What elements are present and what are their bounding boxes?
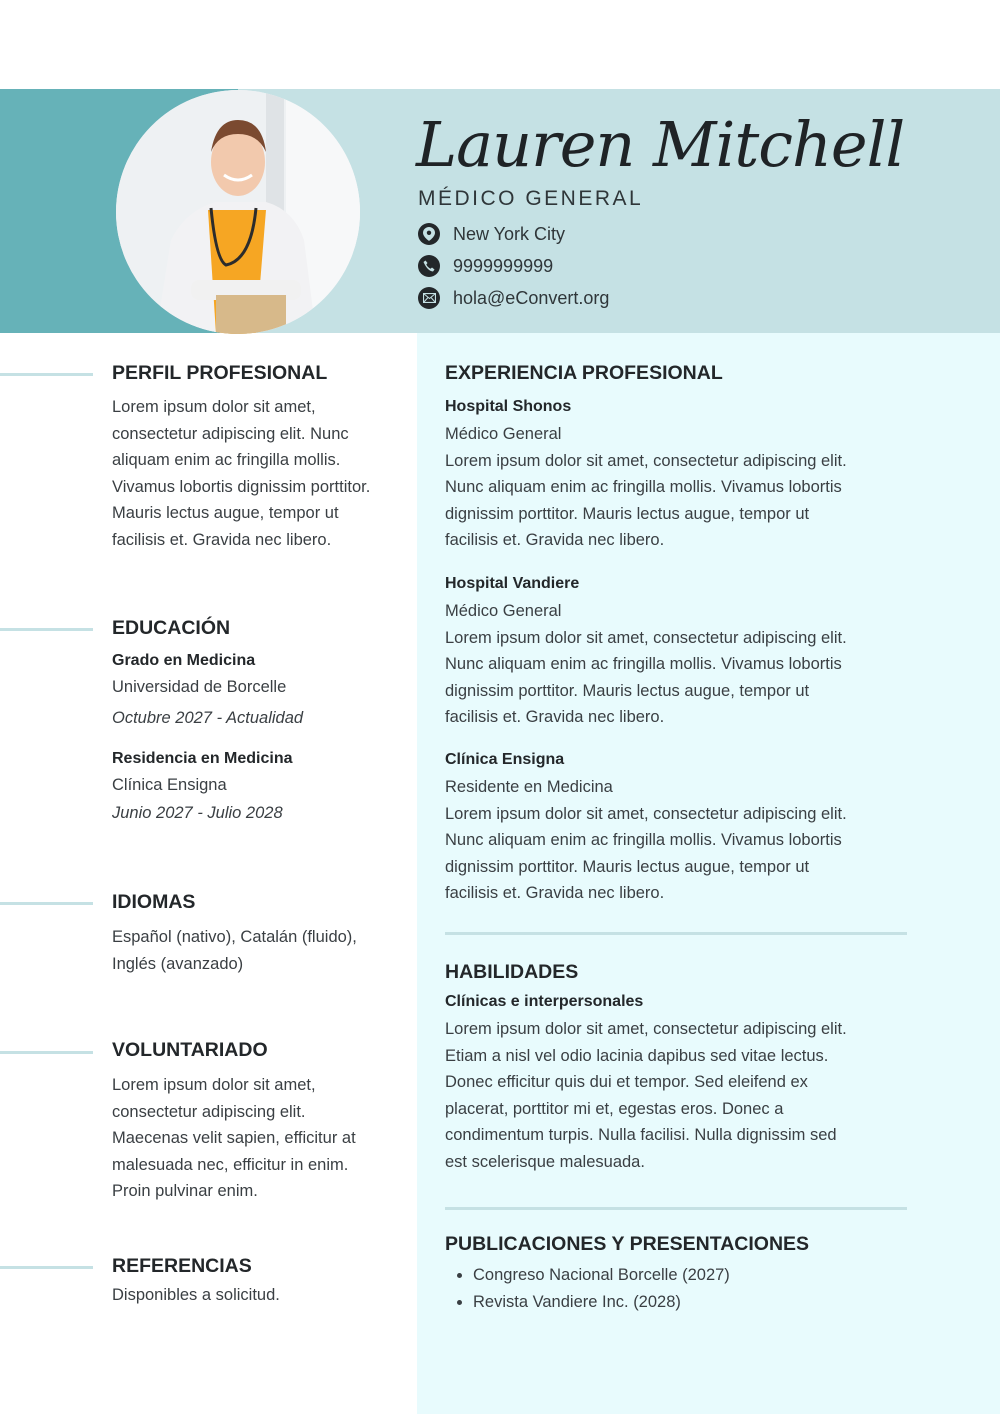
phone-text[interactable]: 9999999999 [453,255,554,276]
perfil-heading: PERFIL PROFESIONAL [112,362,328,384]
job-role: Residente en Medicina [445,778,613,796]
idiomas-heading: IDIOMAS [112,891,196,913]
publications-list [445,1262,730,1315]
job-role: Médico General [445,425,562,443]
text-line: Maecenas velit sapien, efficitur at [112,1129,356,1147]
location-icon [418,223,440,245]
location-text: New York City [453,223,566,244]
mail-icon [418,287,440,309]
education-degree: Residencia en Medicina [112,750,293,767]
section-divider [0,1266,93,1269]
text-line: Lorem ipsum dolor sit amet, consectetur adipiscing elit. [445,1020,847,1038]
text-line: condimentum turpis. Nulla facilisi. Nulla dignissim sed [445,1126,837,1144]
text-line: facilisis et. Gravida nec libero. [445,531,665,549]
list-item: • Congreso Nacional Borcelle (2027) [473,1262,730,1289]
text-line: Lorem ipsum dolor sit amet, consectetur adipiscing elit. [445,628,847,647]
text-line: Nunc aliquam enim ac fringilla mollis. Vivamus lobortis [445,655,842,673]
experiencia-heading: EXPERIENCIA PROFESIONAL [445,362,723,384]
employer-name: Clínica Ensigna [445,751,565,768]
text-line: Lorem ipsum dolor sit amet, [112,1076,316,1094]
text-line: est scelerisque malesuada. [445,1152,645,1171]
perfil-text [112,394,370,553]
text-line: Etiam a nisl vel odio lacinia dapibus sed vitae lectus. [445,1046,829,1065]
text-line: Nunc aliquam enim ac fringilla mollis. Vivamus lobortis [445,478,842,496]
email-text[interactable]: hola@eConvert.org [453,287,610,308]
text-line: Nunc aliquam enim ac fringilla mollis. Vivamus lobortis [445,831,842,849]
section-divider [0,628,93,631]
skills-subheading: Clínicas e interpersonales [445,993,644,1010]
text-line: Donec efficitur quis dui et tempor. Sed eleifend ex [445,1073,808,1091]
job-entry-text [445,774,847,907]
text-line: Lorem ipsum dolor sit amet, [112,398,316,416]
text-line: consectetur adipiscing elit. [112,1102,306,1121]
text-line: Proin pulvinar enim. [112,1182,258,1200]
text-line: Lorem ipsum dolor sit amet, consectetur adipiscing elit. [445,804,847,823]
text-line: Lorem ipsum dolor sit amet, consectetur adipiscing elit. [445,451,847,470]
text-line: Inglés (avanzado) [112,954,244,973]
section-divider [445,1207,907,1210]
section-divider [445,932,907,935]
job-role: Médico General [445,602,562,620]
job-entry-text [445,421,847,554]
text-line: facilisis et. Gravida nec libero. [445,884,665,902]
contact-email [418,287,609,309]
text-line: Español (nativo), Catalán (fluido), [112,928,357,946]
job-title: MÉDICO GENERAL [418,187,644,210]
section-divider [0,902,93,905]
contact-location [418,223,565,245]
voluntariado-heading: VOLUNTARIADO [112,1039,268,1061]
skills-text [445,1016,847,1175]
education-degree: Grado en Medicina [112,652,256,669]
employer-name: Hospital Shonos [445,398,572,415]
text-line: Vivamus lobortis dignissim porttitor. [112,477,371,496]
section-divider [0,373,93,376]
text-line: dignissim porttitor. Mauris lectus augue, tempor ut [445,504,810,523]
text-line: facilisis et. Gravida nec libero. [445,708,665,726]
education-dates: Junio 2027 - Julio 2028 [112,804,283,822]
text-line: dignissim porttitor. Mauris lectus augue, tempor ut [445,857,810,876]
text-line: malesuada nec, efficitur in enim. [112,1155,349,1174]
text-line: dignissim porttitor. Mauris lectus augue, tempor ut [445,681,810,700]
text-line: facilisis et. Gravida nec libero. [112,530,332,549]
text-line: consectetur adipiscing elit. Nunc [112,424,349,443]
candidate-name: Lauren Mitchell [416,108,905,181]
educacion-heading: EDUCACIÓN [112,617,231,639]
contact-phone [418,255,553,277]
publicaciones-heading: PUBLICACIONES Y PRESENTACIONES [445,1233,810,1255]
voluntariado-text [112,1072,356,1205]
employer-name: Hospital Vandiere [445,575,580,592]
education-school: Universidad de Borcelle [112,678,287,696]
section-divider [0,1051,93,1054]
phone-icon [418,255,440,277]
profile-photo [116,90,360,334]
education-dates: Octubre 2027 - Actualidad [112,709,304,727]
job-entry-text [445,598,847,731]
education-school: Clínica Ensigna [112,776,227,794]
list-item: • Revista Vandiere Inc. (2028) [473,1289,730,1316]
text-line: Mauris lectus augue, tempor ut [112,504,339,522]
referencias-text: Disponibles a solicitud. [112,1286,280,1304]
referencias-heading: REFERENCIAS [112,1255,252,1277]
habilidades-heading: HABILIDADES [445,961,579,983]
text-line: placerat, porttitor mi et, egestas eros. Donec a [445,1099,784,1118]
idiomas-text [112,924,357,977]
text-line: aliquam enim ac fringilla mollis. [112,451,341,469]
